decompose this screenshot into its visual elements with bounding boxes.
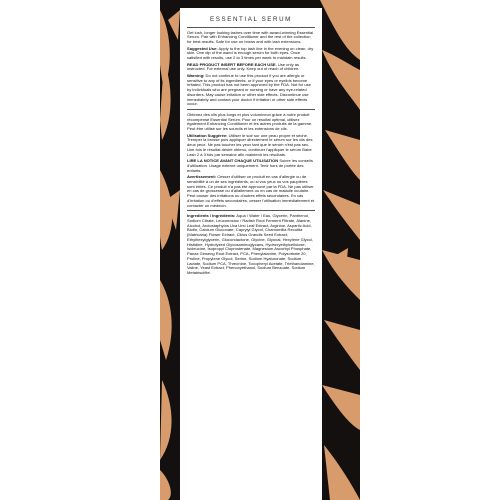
read-insert-heading: READ PRODUCT INSERT BEFORE EACH USE. — [187, 61, 277, 67]
suggested-use-text: Apply to the top lash line in the evening on clean, dry skin. One dip of the wand is enough serum for both eyes. Once satisfied with results, use 2 to 3 times per week to maintain results. — [187, 45, 314, 61]
ingredients — [187, 214, 315, 276]
title-divider — [187, 27, 315, 28]
ingredients-heading: Ingredients / Ingrédients: — [187, 213, 236, 219]
french-suggested-use-heading: Utilisation Suggérée: — [187, 132, 228, 138]
french-warning-heading: Avertissement: — [187, 174, 217, 180]
english-read-insert — [187, 63, 315, 73]
french-read-insert-text: Suivre les conseils d'utilisation. Usage externe uniquement. Tenir hors de portée des enfants. — [187, 158, 313, 173]
product-title: ESSENTIAL SERUM — [210, 16, 292, 23]
french-warning — [187, 175, 315, 208]
french-read-insert-heading: LIRE LA NOTICE AVANT CHAQUE UTILISATION — [187, 158, 279, 164]
warning-text: Do not continue to use this product if you are allergic or sensitive to any of its ingredients, or if your eyes or eyelids become irritated. This product has not been approved by the FDA. Not for use by individuals who are pregnant or nursing or have any eye-related disorders. May cause irritation or other side effects. Discontinue use immediately and contact your doctor if irritation or other side effects occur. — [187, 72, 311, 107]
french-suggested-use — [187, 134, 315, 158]
french-warning-text: Cesser d'utiliser ce produit en cas d'allergie ou de sensibilité à un de ses ingrédients, ou si vos yeux ou vos paupières sont irrités. Ce produit n'a pas été approuvé par la FDA. Ne pas utiliser en cas de grossesse ou d'allaitement ou en cas de maladie oculaire. Peut causer des irritations ou d'autres effets secondaires. En cas d'irritation ou d'effets secondaires, cesser l'utilisation immédiatement et contacter un médecin. — [187, 174, 315, 208]
ingredients-text: Aqua / Water / Eau, Glycerin, Panthenol, Sodium Citrate, Leuconostoc / Radish Root Ferment Filtrate, Alanine, Alcohol, Arctostaphylos Uva Ursi Leaf Extract, Arginine, Aspartic Acid, Biotin, Calcium Gluconate, Caprylyl Glycol, Chamomilla Recutita (Matricaria) Flower Extract, Citrus Grandis Seed Extract, Ethylhexylglycerin, Glucondactone, Glycine, Glyoxal, Hexylene Glycol, Histidine, Hydrolyzed Glycosaminoglycans, Hydroxyethylcellulose, Isoleucine, Isopropyl Cloprostenate, Magnesium Ascorbyl Phosphate, Panax Ginseng Root Extract, PCA, Phenylalanine, Polysorbate 20, Proline, Propylene Glycol, Serine, Sodium Hyaluronate, Sodium Lactate, Sodium PCA, Threonine, Tocopheryl Acetate, Triethanolamine, Valine, Yeast Extract, Phenoxyethanol, Sodium Benzoate, Sodium Metabisulfite. — [187, 213, 315, 276]
english-intro: Get lush, longer looking lashes over time with award-winning Essential Serum. Pair with Enhancing Conditioner and the rest of the collection for best results. Safe for use on brows and with lash extensions. — [187, 29, 314, 45]
language-divider — [187, 109, 315, 110]
english-warning — [187, 74, 315, 107]
suggested-use-heading: Suggested Use: — [187, 45, 218, 51]
french-intro: Obtenez des cils plus longs et plus volumineux grâce à notre produit récompensé Essential Serum. Pour un résultat optimal, utilisez également Enhancing Conditioner et les autres produits de la gamme. Peut être utilisé sur les sourcils et les extensions de cils. — [187, 111, 313, 132]
french-suggested-use-text: Utiliser le soir sur une peau propre et sèche. Tremper la brosse puis appliquer directement le sérum sur les cils des deux yeux. Ne pas toucher les yeux tant que le sérum n'est pas sec. Une fois le résultat désiré obtenu, continuer l'appliquer le sérum Babe Lash 2 à 3 fois par semaine afin maintenir les résultats. — [187, 132, 313, 157]
read-insert-text: Use only as instructed. For external use only. Keep out of reach of children. — [187, 61, 300, 72]
warning-heading: Warning: — [187, 72, 205, 78]
ingredients-divider — [187, 210, 315, 211]
english-suggested-use — [187, 47, 315, 61]
french-read-insert — [187, 159, 315, 173]
ingredient-label — [180, 8, 322, 500]
